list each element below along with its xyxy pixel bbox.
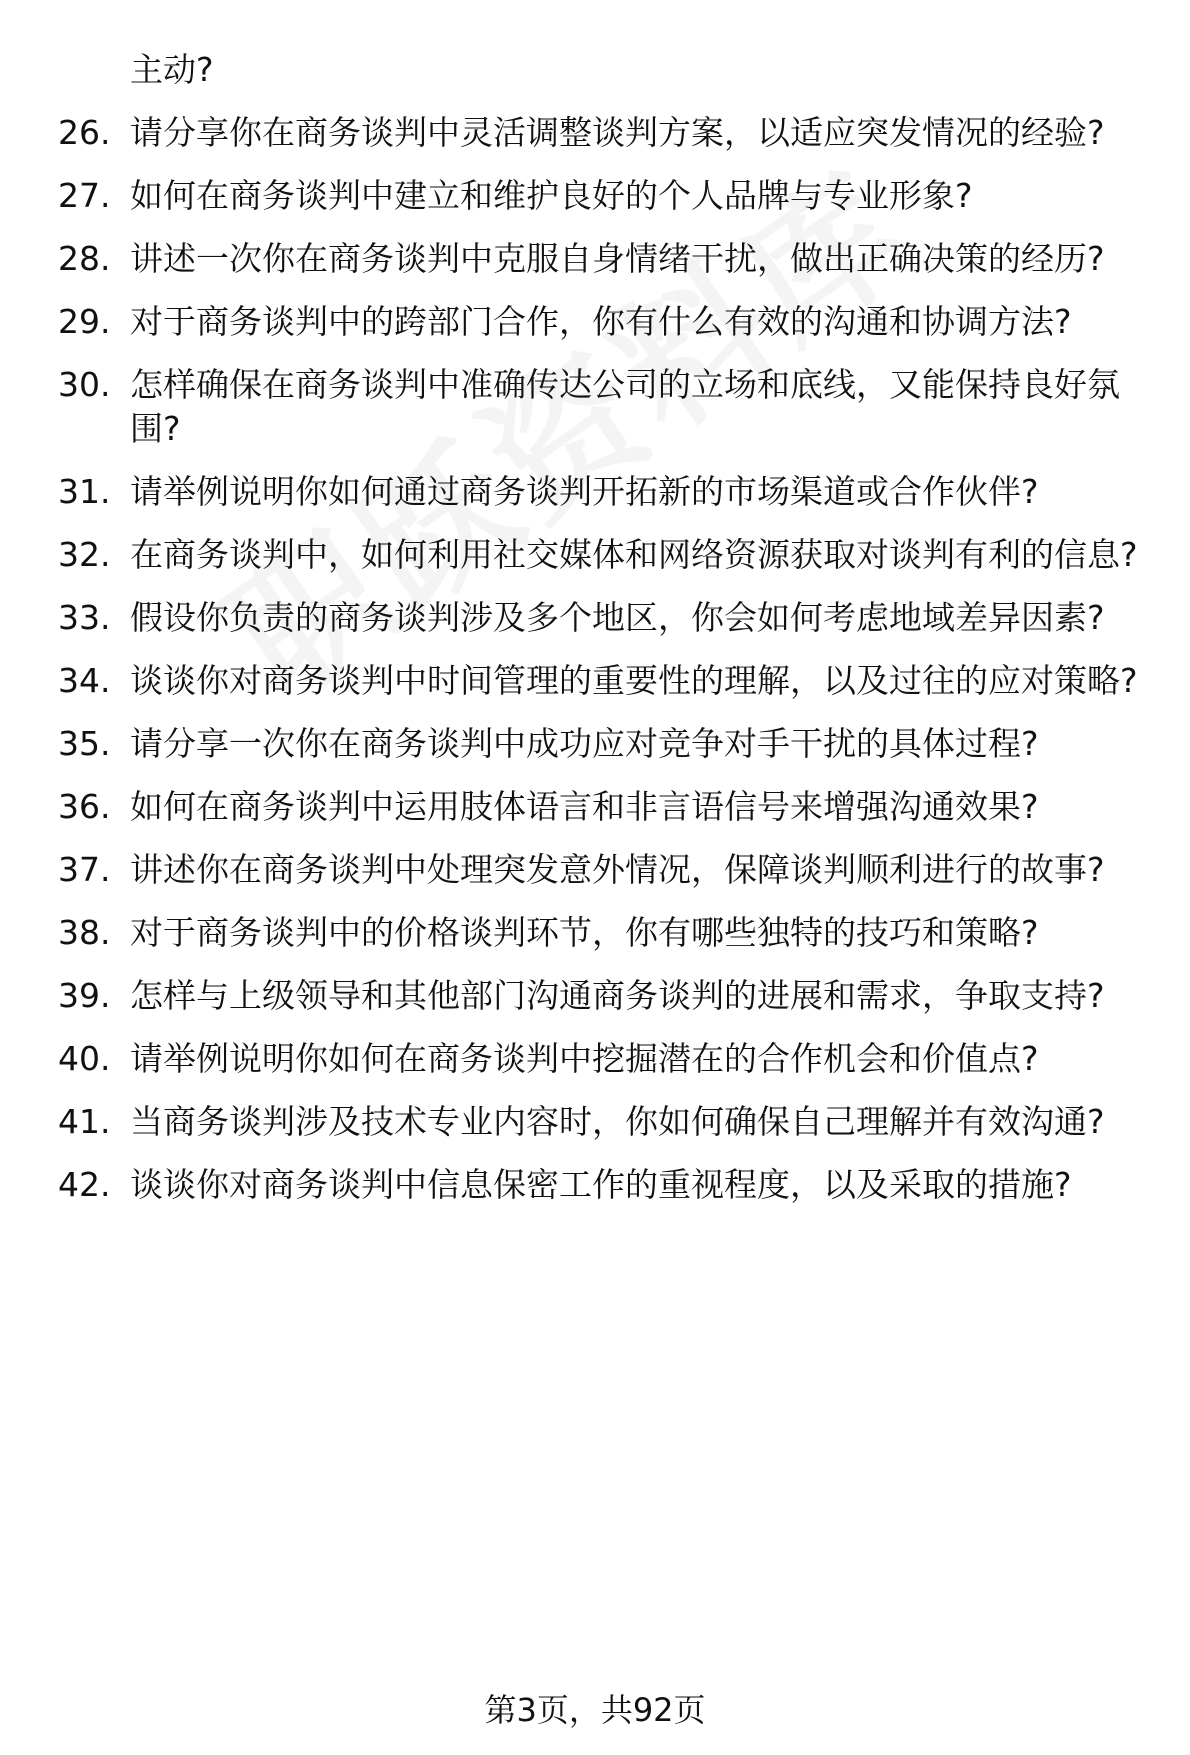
question-item <box>58 1163 1153 1207</box>
question-number: 41. <box>58 1102 111 1141</box>
question-text: 在商务谈判中，如何利用社交媒体和网络资源获取对谈判有利的信息? <box>130 535 1138 574</box>
question-text: 讲述你在商务谈判中处理突发意外情况，保障谈判顺利进行的故事? <box>130 850 1105 889</box>
question-number: 34. <box>58 661 111 700</box>
question-number: 39. <box>58 976 111 1015</box>
question-item <box>58 533 1153 577</box>
question-text: 请分享一次你在商务谈判中成功应对竞争对手干扰的具体过程? <box>130 724 1039 763</box>
question-text: 如何在商务谈判中建立和维护良好的个人品牌与专业形象? <box>130 176 973 215</box>
question-item <box>58 237 1153 281</box>
question-item <box>58 1037 1153 1081</box>
question-text: 谈谈你对商务谈判中信息保密工作的重视程度，以及采取的措施? <box>130 1165 1072 1204</box>
question-item <box>58 111 1153 155</box>
question-item <box>58 470 1153 514</box>
question-number: 42. <box>58 1165 111 1204</box>
question-item <box>58 722 1153 766</box>
question-number: 28. <box>58 239 111 278</box>
question-list <box>58 48 1153 1226</box>
question-text: 请分享你在商务谈判中灵活调整谈判方案，以适应突发情况的经验? <box>130 113 1105 152</box>
question-number: 33. <box>58 598 111 637</box>
question-text: 怎样确保在商务谈判中准确传达公司的立场和底线，又能保持良好氛围? <box>130 365 1120 448</box>
question-text: 怎样与上级领导和其他部门沟通商务谈判的进展和需求，争取支持? <box>130 976 1105 1015</box>
question-text: 讲述一次你在商务谈判中克服自身情绪干扰，做出正确决策的经历? <box>130 239 1105 278</box>
question-item <box>58 785 1153 829</box>
question-text: 对于商务谈判中的价格谈判环节，你有哪些独特的技巧和策略? <box>130 913 1039 952</box>
question-number: 26. <box>58 113 111 152</box>
question-number: 30. <box>58 365 111 404</box>
question-item <box>58 300 1153 344</box>
question-number: 31. <box>58 472 111 511</box>
question-item <box>58 911 1153 955</box>
question-number: 40. <box>58 1039 111 1078</box>
question-item <box>58 659 1153 703</box>
question-item <box>58 974 1153 1018</box>
question-number: 37. <box>58 850 111 889</box>
continuation-text: 主动? <box>130 50 214 89</box>
question-item <box>58 1100 1153 1144</box>
page-footer: 第3页，共92页 <box>484 1691 706 1729</box>
question-number: 27. <box>58 176 111 215</box>
question-text: 如何在商务谈判中运用肢体语言和非言语信号来增强沟通效果? <box>130 787 1039 826</box>
question-number: 35. <box>58 724 111 763</box>
question-text: 当商务谈判涉及技术专业内容时，你如何确保自己理解并有效沟通? <box>130 1102 1105 1141</box>
question-text: 对于商务谈判中的跨部门合作，你有什么有效的沟通和协调方法? <box>130 302 1072 341</box>
question-text: 请举例说明你如何在商务谈判中挖掘潜在的合作机会和价值点? <box>130 1039 1039 1078</box>
question-number: 32. <box>58 535 111 574</box>
question-number: 36. <box>58 787 111 826</box>
question-item <box>58 596 1153 640</box>
question-item <box>58 848 1153 892</box>
question-item <box>58 174 1153 218</box>
question-number: 38. <box>58 913 111 952</box>
question-item <box>58 363 1153 451</box>
question-text: 假设你负责的商务谈判涉及多个地区，你会如何考虑地域差异因素? <box>130 598 1105 637</box>
question-text: 谈谈你对商务谈判中时间管理的重要性的理解，以及过往的应对策略? <box>130 661 1138 700</box>
question-number: 29. <box>58 302 111 341</box>
question-text: 请举例说明你如何通过商务谈判开拓新的市场渠道或合作伙伴? <box>130 472 1039 511</box>
